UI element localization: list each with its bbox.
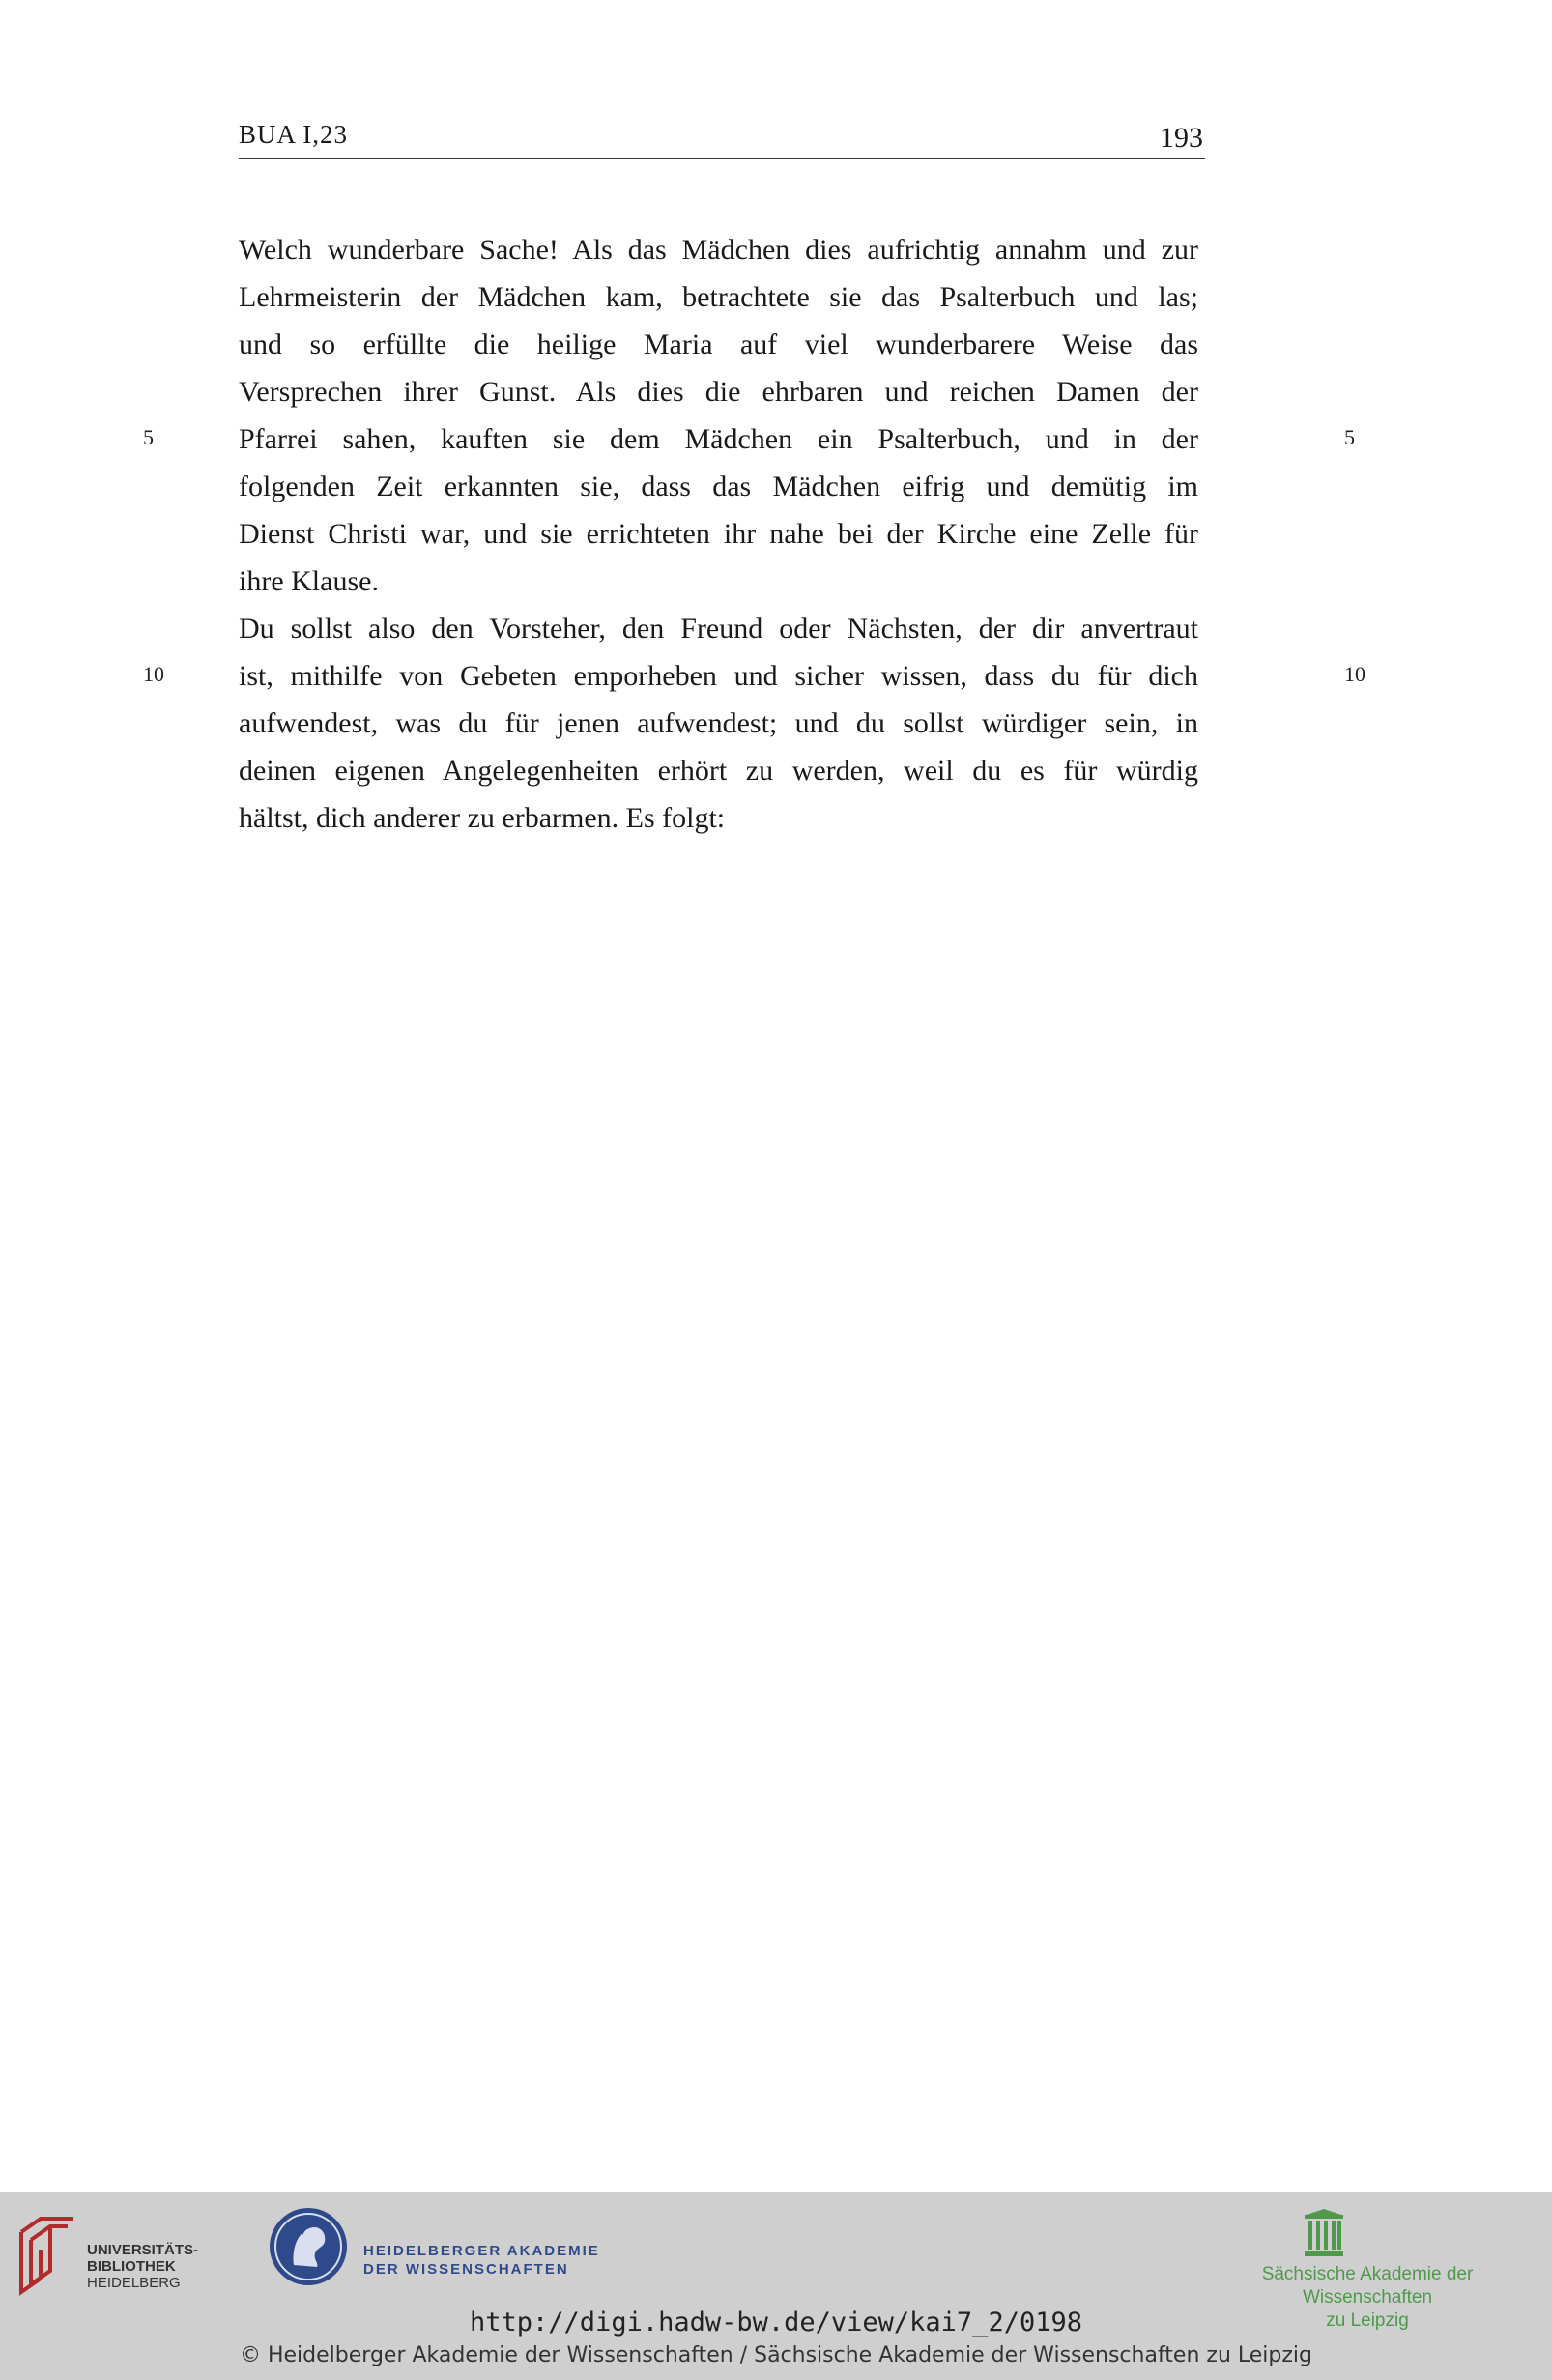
hadw-logo[interactable]: [267, 2205, 615, 2302]
text-line: folgenden Zeit erkannten sie, dass das Mädchen eifrig und demütig im: [239, 471, 1198, 502]
hadw-logo-line2: DER WISSENSCHAFTEN: [363, 2261, 569, 2278]
ub-logo-line2: BIBLIOTHEK: [87, 2258, 176, 2275]
text-line: hältst, dich anderer zu erbarmen. Es folgt:: [239, 802, 726, 834]
saw-logo-line1: Sächsische Akademie der Wissenschaften: [1261, 2264, 1474, 2308]
text-line: Welch wunderbare Sache! Als das Mädchen dies aufrichtig annahm und zur: [239, 234, 1198, 266]
text-line: ihre Klause.: [239, 565, 379, 597]
line-number-5-right: 5: [1344, 425, 1355, 449]
saw-logo-line2: zu Leipzig: [1326, 2310, 1409, 2331]
ub-logo-line3: HEIDELBERG: [87, 2275, 181, 2291]
ub-heidelberg-logo[interactable]: [17, 2211, 211, 2298]
text-line: aufwendest, was du für jenen aufwendest; und du sollst würdiger sein, in: [239, 707, 1198, 739]
ub-logo-text: [87, 2242, 198, 2291]
building-icon: [1303, 2209, 1345, 2257]
text-line: Du sollst also den Vorsteher, den Freund oder Nächsten, der dir anvertraut: [239, 613, 1198, 645]
saw-leipzig-logo[interactable]: [1198, 2209, 1546, 2331]
body-text: [239, 226, 1198, 842]
ub-logo-line1: UNIVERSITÄTS-: [87, 2242, 199, 2258]
page-header: [239, 116, 1205, 159]
text-line: und so erfüllte die heilige Maria auf viel wunderbarere Weise das: [239, 329, 1198, 360]
minerva-seal-icon: [267, 2205, 350, 2288]
footer-banner: [0, 2192, 1552, 2380]
text-line: ist, mithilfe von Gebeten emporheben und sicher wissen, dass du für dich: [239, 660, 1198, 692]
ub-book-icon: [17, 2211, 77, 2296]
line-number-10-left: 10: [143, 662, 164, 686]
line-number-5-left: 5: [143, 425, 154, 449]
page-number: 193: [1160, 122, 1203, 154]
hadw-logo-line1: HEIDELBERGER AKADEMIE: [363, 2243, 600, 2259]
text-line: Versprechen ihrer Gunst. Als dies die ehrbaren und reichen Damen der: [239, 376, 1198, 408]
text-line: Dienst Christi war, und sie errichteten ihr nahe bei der Kirche eine Zelle für: [239, 518, 1198, 550]
hadw-logo-text: [363, 2242, 600, 2279]
permalink-url[interactable]: http://digi.hadw-bw.de/view/kai7_2/0198: [470, 2308, 1082, 2337]
text-line: deinen eigenen Angelegenheiten erhört zu werden, weil du es für würdig: [239, 755, 1198, 787]
text-line: Lehrmeisterin der Mädchen kam, betrachtete sie das Psalterbuch und las;: [239, 281, 1198, 313]
running-head: BUA I,23: [239, 120, 349, 149]
copyright-notice: © Heidelberger Akademie der Wissenschaften / Sächsische Akademie der Wissenschaften zu Leipzig: [239, 2343, 1312, 2367]
line-number-10-right: 10: [1344, 662, 1365, 686]
text-line: Pfarrei sahen, kauften sie dem Mädchen ein Psalterbuch, und in der: [239, 423, 1198, 455]
